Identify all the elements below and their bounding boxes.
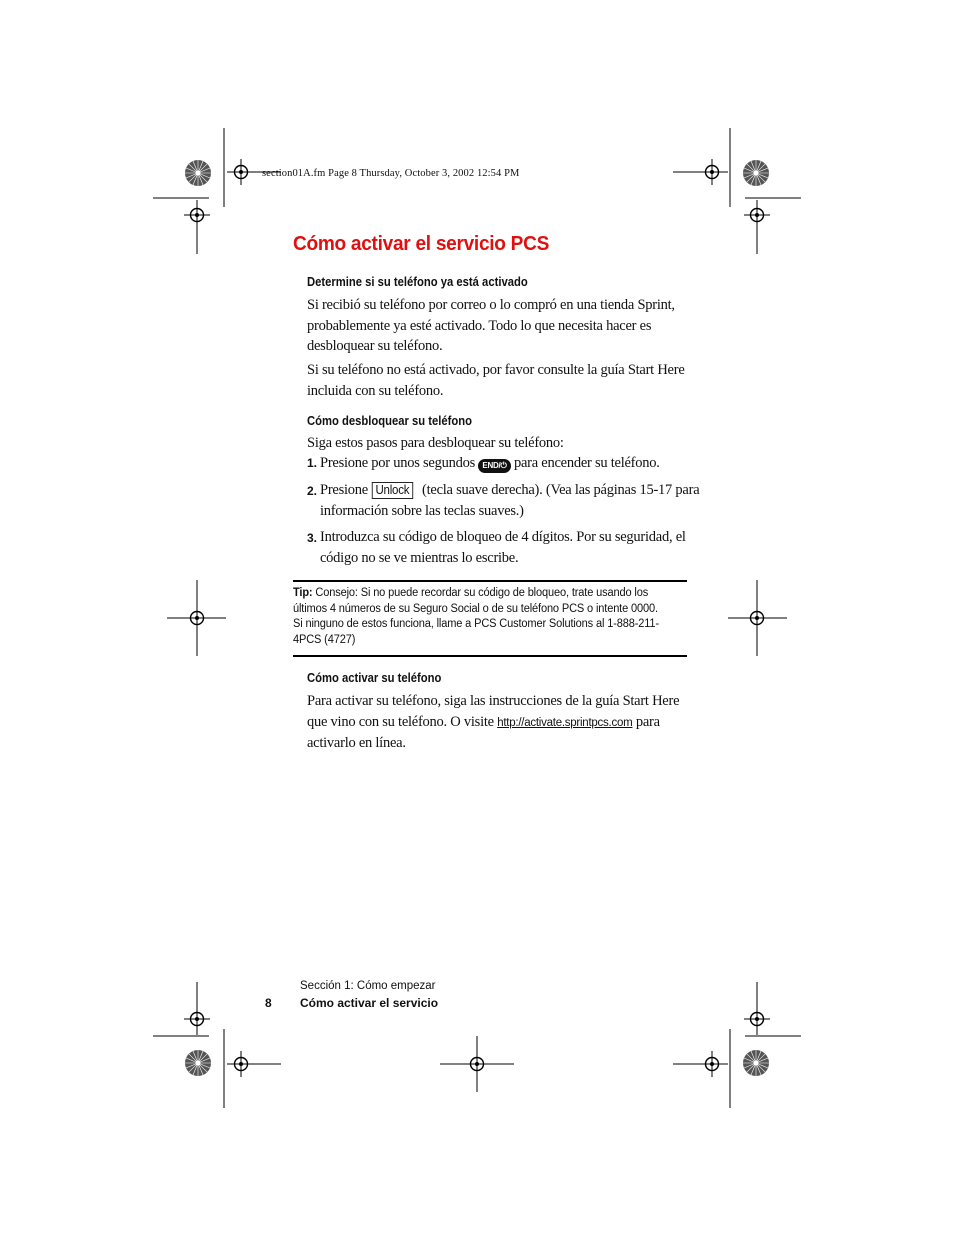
crosshair-mark-icon (744, 202, 770, 228)
crosshair-mark-icon (699, 159, 725, 185)
starburst-mark-icon (185, 1050, 211, 1076)
unlock-softkey-label: Unlock (372, 482, 413, 499)
step-1-before: Presione por unos segundos (320, 455, 476, 471)
step-2-text (320, 480, 700, 521)
activate-text-after: para activarlo en línea. (307, 713, 660, 751)
paragraph-activated-2: Si su teléfono no está activado, por favor consulte la guía Start Here incluida con su teléfono. (307, 362, 685, 399)
page-number: 8 (265, 996, 272, 1010)
paragraph-activate (307, 691, 697, 754)
step-1-after: para encender su teléfono. (513, 455, 660, 471)
tip-box (293, 586, 669, 648)
step-3-text: Introduzca su código de bloqueo de 4 dígitos. Por su seguridad, el código no se ve mientras lo escribe. (320, 529, 686, 566)
step-2-before: Presione (320, 482, 368, 498)
step-number: 1. (307, 456, 318, 470)
unlock-intro: Siga estos pasos para desbloquear su teléfono: (307, 435, 564, 451)
crosshair-mark-icon (184, 1006, 210, 1032)
tip-bottom-rule (293, 655, 687, 657)
starburst-mark-icon (185, 160, 211, 186)
step-number: 3. (307, 531, 318, 545)
tip-label: Tip: (293, 587, 313, 599)
crosshair-mark-icon (228, 159, 254, 185)
page-title: Cómo activar el servicio PCS (293, 232, 550, 255)
crosshair-mark-icon (184, 202, 210, 228)
step-2-after: (tecla suave derecha). (Vea las páginas 15-17 para información sobre las teclas suaves.) (320, 482, 700, 519)
activation-link[interactable]: http://activate.sprintpcs.com (497, 716, 633, 729)
tip-text: Consejo: Si no puede recordar su código de bloqueo, trate usando los últimos 4 números de su Seguro Social o de su teléfono PCS o intente 0000. Si ninguno de estos funciona, llame a PCS Customer Solutions al 1-888-211-4PCS (4727) (293, 587, 659, 646)
crosshair-mark-icon (464, 1051, 490, 1077)
file-info-header: section01A.fm Page 8 Thursday, October 3, 2002 12:54 PM (262, 168, 520, 179)
section-heading-activate: Cómo activar su teléfono (307, 671, 442, 685)
step-number: 2. (307, 484, 318, 498)
paragraph-activated-1: Si recibió su teléfono por correo o lo compró en una tienda Sprint, probablemente ya esté activado. Todo lo que necesita hacer es desbloquear su teléfono. (307, 297, 675, 354)
step-1-text (320, 453, 700, 474)
footer-section-label: Sección 1: Cómo empezar (300, 980, 436, 992)
section-heading-activated: Determine si su teléfono ya está activado (307, 275, 528, 289)
starburst-mark-icon (743, 160, 769, 186)
section-heading-unlock: Cómo desbloquear su teléfono (307, 414, 473, 428)
crosshair-mark-icon (228, 1051, 254, 1077)
starburst-mark-icon (743, 1050, 769, 1076)
tip-top-rule (293, 580, 687, 582)
crosshair-mark-icon (184, 605, 210, 631)
crosshair-mark-icon (744, 1006, 770, 1032)
crosshair-mark-icon (744, 605, 770, 631)
activate-text-before: Para activar su teléfono, siga las instrucciones de la guía Start Here que vino con su teléfono. O visite (307, 693, 680, 730)
footer-title: Cómo activar el servicio (300, 996, 439, 1010)
crosshair-mark-icon (699, 1051, 725, 1077)
end-power-key-icon: END/⏻ (478, 459, 510, 473)
